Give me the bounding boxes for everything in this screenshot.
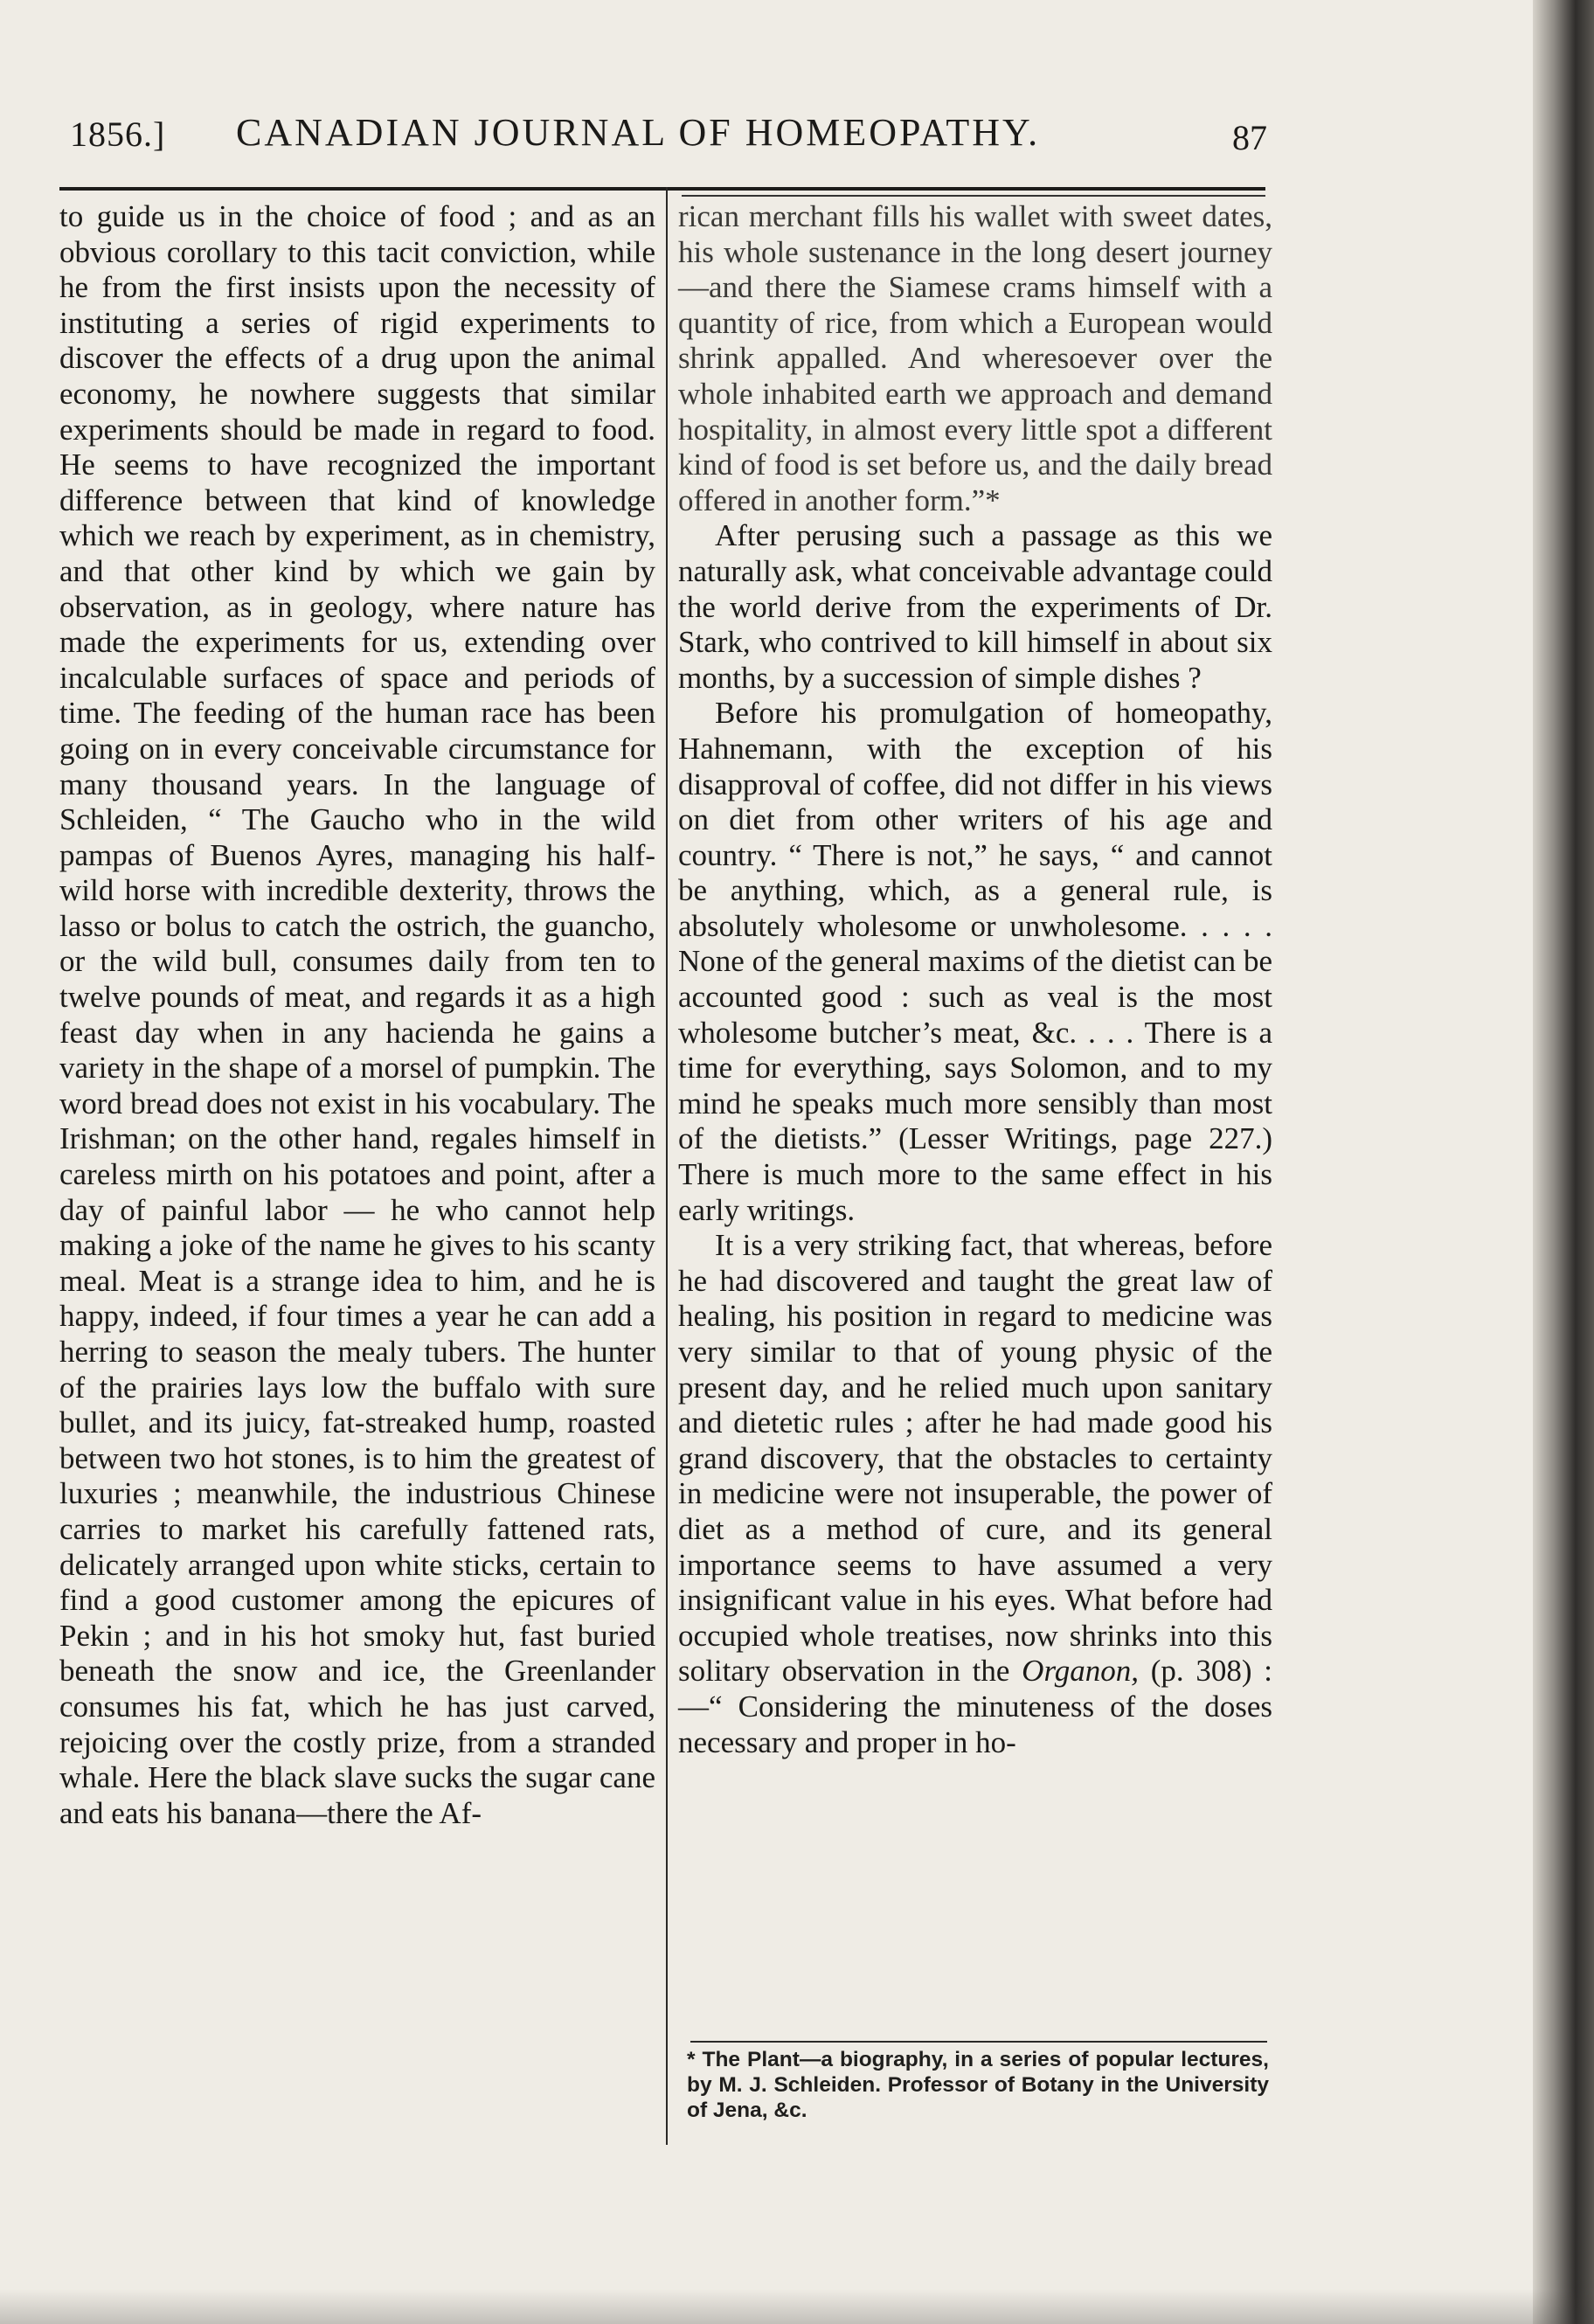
right-paragraph-4-text: It is a very striking fact, that whereas, before he had discovered and taught the great law of healing, his position in regard to medicine was very similar to that of young physic of the present day, and he relied much upon sanitary and dietetic rules ; after he had made good his grand discovery, that the obstacles to certainty in medicine were not insuperable, the power of diet as a method of cure, and its general importance seems to have assumed a very insignificant value in his eyes. What before had occupied whole treatises, now shrinks into this solitary observation in the xyxy=(678,1228,1272,1689)
right-paragraph-2: After perusing such a passage as this we naturally ask, what conceivable advantage could the world derive from the experiments of Dr. Stark, who contrived to kill himself in about six months, by a succession of simple dishes ? xyxy=(678,518,1272,695)
right-paragraph-4-tail: (p. 308) :—“ Considering the minuteness of the doses necessary and proper in ho- xyxy=(678,1654,1273,1759)
organon-title: Organon, xyxy=(1022,1654,1140,1689)
page-bottom-shadow xyxy=(0,2289,1594,2324)
column-divider xyxy=(666,187,668,2145)
footnote: * The Plant—a biography, in a series of popular lectures, by M. J. Schleiden. Professor of Botany in the University of Jena, &c. xyxy=(687,2048,1269,2122)
right-paragraph-1: rican merchant fills his wallet with sweet dates, his whole sustenance in the long desert journey—and there the Siamese crams himself with a quantity of rice, from which a European would shrink appalled. And wheresoever over the whole inhabited earth we approach and demand hospitality, in almost every little spot a different kind of food is set before us, and the daily bread offered in another form.”* xyxy=(678,199,1272,517)
page-number: 87 xyxy=(1232,118,1267,157)
right-column xyxy=(678,199,1272,1760)
left-column xyxy=(59,199,655,1831)
right-paragraph-4 xyxy=(678,1228,1272,1760)
header-rule-secondary xyxy=(682,195,1265,197)
running-head-title: CANADIAN JOURNAL OF HOMEOPATHY. xyxy=(236,111,1041,154)
header-rule xyxy=(59,187,1265,191)
running-head-year: 1856.] xyxy=(70,114,166,154)
running-head xyxy=(61,105,1285,166)
right-paragraph-3: Before his promulgation of homeopathy, Hahnemann, with the exception of his disapproval of coffee, did not differ in his views on diet from other writers of his age and country. “ There is not,” he says, “ and cannot be anything, which, as a general rule, is absolutely wholesome or unwholesome. . . . . None of the general maxims of the dietist can be accounted good : such as veal is the most wholesome butcher’s meat, &c. . . . There is a time for everything, says Solomon, and to my mind he speaks much more sensibly than most of the dietists.” (Lesser Writings, page 227.) There is much more to the same effect in his early writings. xyxy=(678,696,1272,1227)
footnote-rule xyxy=(690,2041,1267,2043)
left-paragraph-1: to guide us in the choice of food ; and as an obvious corollary to this tacit conviction, while he from the first insists upon the necessity of instituting a series of rigid experiments to discover the effects of a drug upon the animal economy, he nowhere suggests that similar experiments should be made in regard to food. He seems to have recognized the important difference between that kind of knowledge which we reach by experiment, as in chemistry, and that other kind by which we gain by observation, as in geology, where nature has made the experiments for us, extending over incalculable surfaces of space and periods of time. The feeding of the human race has been going on in every conceivable circumstance for many thousand years. In the language of Schleiden, “ The Gaucho who in the wild pampas of Buenos Ayres, managing his half-wild horse with incredible dexterity, throws the lasso or bolus to catch the ostrich, the guancho, or the wild bull, consumes daily from ten to twelve pounds of meat, and regards it as a high feast day when in any hacienda he gains a variety in the shape of a morsel of pumpkin. The word bread does not exist in his vocabulary. The Irishman; on the other hand, regales himself in careless mirth on his potatoes and point, after a day of painful labor — he who cannot help making a joke of the name he gives to his scanty meal. Meat is a strange idea to him, and he is happy, indeed, if four times a year he can add a herring to season the mealy tubers. The hunter of the prairies lays low the buffalo with sure bullet, and its juicy, fat-streaked hump, roasted between two hot stones, is to him the greatest of luxuries ; meanwhile, the industrious Chinese carries to market his carefully fattened rats, delicately arranged upon white sticks, certain to find a good customer among the epicures of Pekin ; and in his hot smoky hut, fast buried beneath the snow and ice, the Greenlander consumes his fat, which he has just carved, rejoicing over the costly prize, from a stranded whale. Here the black slave sucks the sugar cane and eats his banana—there the Af- xyxy=(59,199,655,1830)
binding-shadow xyxy=(1533,0,1594,2324)
